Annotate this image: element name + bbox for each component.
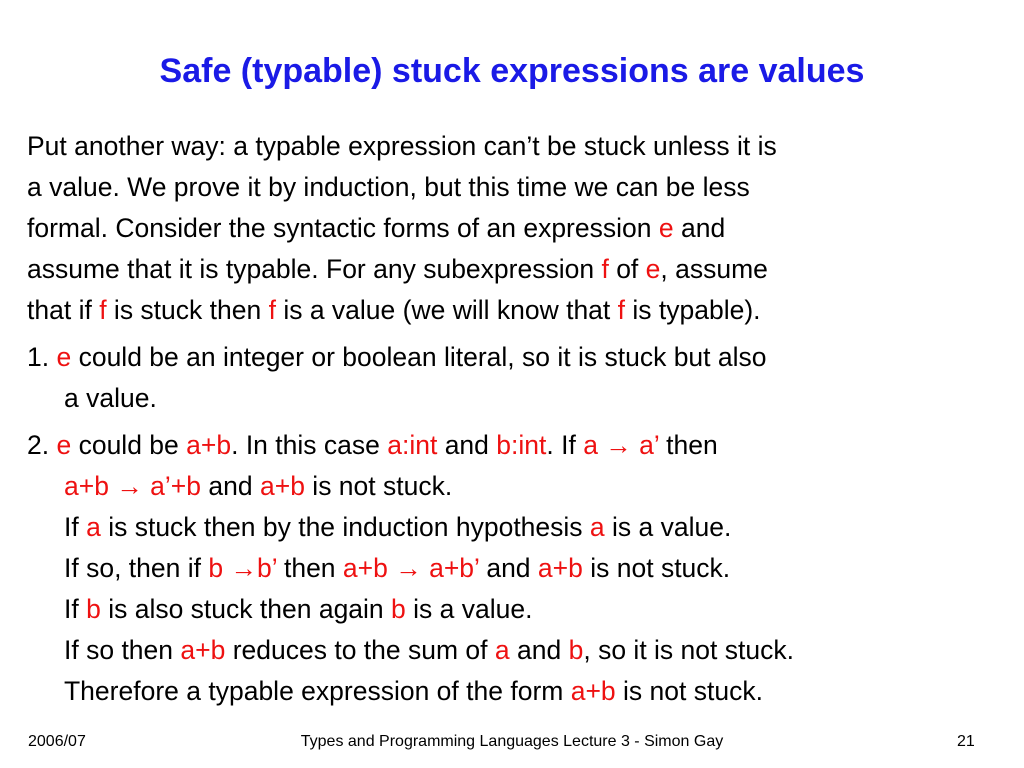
text: is a value. [604,512,732,542]
text: and [478,553,538,583]
item2-line-4 [27,548,1007,589]
text: is not stuck. [615,676,763,706]
text: Put another way: a typable expression can’t be stuck unless it is [27,131,777,161]
math-symbol: a [589,512,605,542]
math-symbol: b [86,594,101,624]
math-symbol: a [86,512,101,542]
text: is a value. [405,594,533,624]
text: could be an integer or boolean literal, so it is stuck but also [71,342,767,372]
intro-line-4 [27,249,1007,290]
item1-line-2 [27,378,1007,419]
math-expression: a+b → a+b’ [342,553,479,583]
text: If [64,512,87,542]
item2-line-1 [27,425,1007,466]
text: and [437,430,497,460]
math-symbol: e [56,430,72,460]
list-item-1 [27,337,1007,419]
math-symbol: f [268,295,276,325]
item2-line-5 [27,589,1007,630]
slide-title: Safe (typable) stuck expressions are values [159,52,865,90]
text: of [608,254,646,284]
slide-body [27,126,1007,718]
text: . If [546,430,584,460]
math-expression: a+b → a’+b [64,471,202,501]
math-symbol: e [658,213,674,243]
math-expression: a:int [387,430,438,460]
footer-course: Types and Programming Languages Lecture 3 - Simon Gay [300,733,724,750]
text: is stuck then by the induction hypothesis [100,512,590,542]
text: , assume [660,254,768,284]
intro-line-5 [27,290,1007,331]
intro-line-1 [27,126,1007,167]
math-symbol: b [391,594,406,624]
math-symbol: a [494,635,510,665]
text: a value. [64,383,157,413]
math-expression: b →b’ [208,553,277,583]
intro-line-3 [27,208,1007,249]
item2-line-2 [27,466,1007,507]
text: then [658,430,718,460]
footer-date: 2006/07 [28,733,86,750]
item2-line-3 [27,507,1007,548]
text: . In this case [231,430,388,460]
list-number: 2. [27,430,57,460]
text: and [201,471,260,501]
math-expression: a+b [259,471,305,501]
list-item-2 [27,425,1007,712]
text: If so, then if [64,553,209,583]
text: then [276,553,343,583]
math-expression: a+b [570,676,616,706]
math-symbol: e [645,254,661,284]
list-number: 1. [27,342,57,372]
math-expression: a → a’ [583,430,659,460]
item2-line-6 [27,630,1007,671]
math-symbol: f [99,295,107,325]
item2-line-7 [27,671,1007,712]
text: assume that it is typable. For any subexpression [27,254,602,284]
footer-page-number: 21 [957,733,975,750]
text: reduces to the sum of [225,635,495,665]
text: is typable). [625,295,761,325]
text: is stuck then [106,295,269,325]
intro-paragraph [27,126,1007,331]
text: , so it is not stuck. [583,635,794,665]
text: If [64,594,87,624]
math-expression: a+b [186,430,232,460]
math-symbol: e [56,342,72,372]
text: is not stuck. [582,553,731,583]
text: and [509,635,569,665]
math-expression: a+b [537,553,583,583]
math-expression: a+b [180,635,226,665]
text: formal. Consider the syntactic forms of an expression [27,213,659,243]
intro-line-2 [27,167,1007,208]
text: and [673,213,726,243]
text: If so then [64,635,181,665]
text: is not stuck. [304,471,453,501]
text: is also stuck then again [100,594,392,624]
text: Therefore a typable expression of the form [64,676,571,706]
item1-line-1 [27,337,1007,378]
math-expression: b:int [496,430,547,460]
text: that if [27,295,100,325]
text: is a value (we will know that [275,295,618,325]
math-symbol: f [617,295,626,325]
text: a value. We prove it by induction, but this time we can be less [27,172,750,202]
math-symbol: b [568,635,584,665]
text: could be [71,430,187,460]
math-symbol: f [601,254,609,284]
